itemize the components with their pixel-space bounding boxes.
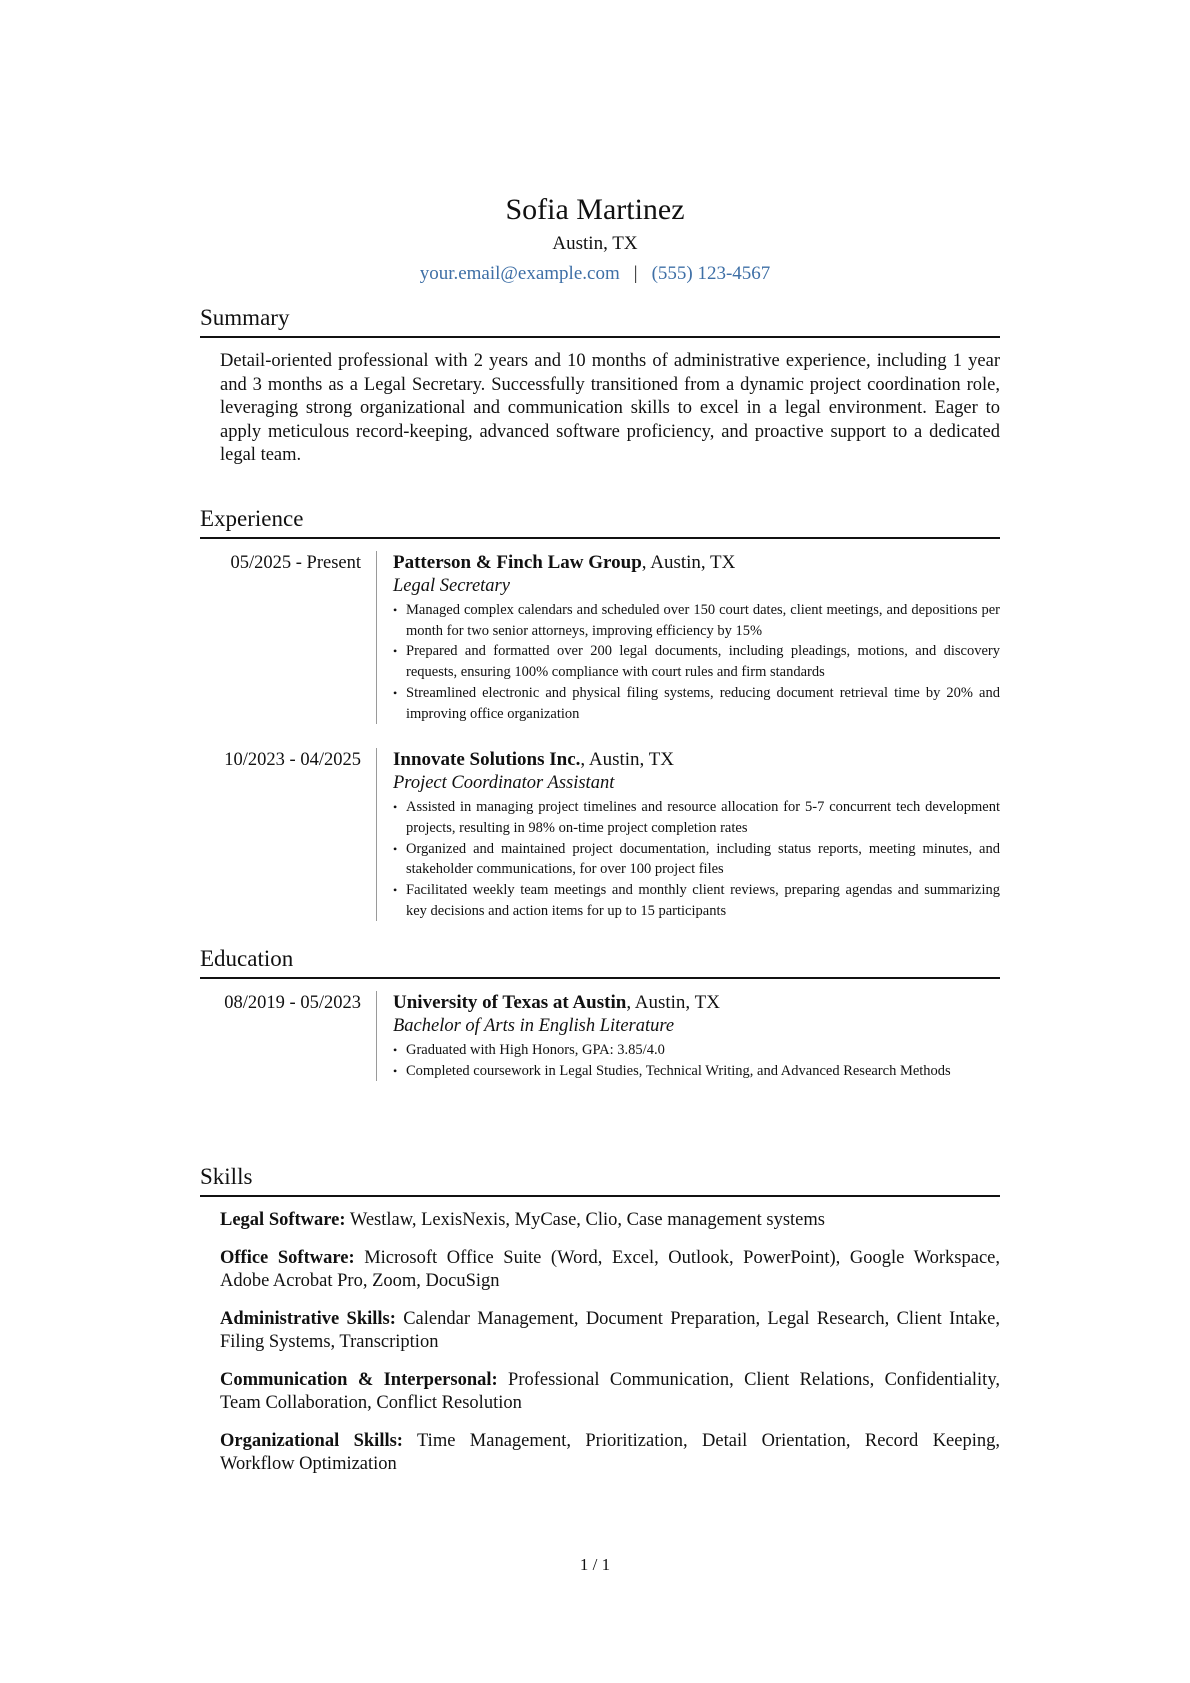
education-entry	[200, 991, 1000, 1081]
entry-role: Legal Secretary	[393, 576, 510, 596]
skill-row	[220, 1430, 1000, 1477]
bullet-item: • Facilitated weekly team meetings and monthly client reviews, preparing agendas and summarizing key decisions and action items for up to 15 participants	[393, 880, 1000, 921]
entry-dates: 05/2025 - Present	[230, 553, 361, 573]
skill-row	[220, 1209, 1000, 1233]
page-indicator: 1 / 1	[579, 1555, 611, 1574]
section-title-summary: Summary	[200, 304, 1000, 338]
section-title-experience: Experience	[200, 505, 1000, 539]
skill-value: Westlaw, LexisNexis, MyCase, Clio, Case management systems	[345, 1210, 825, 1230]
resume-header	[0, 192, 1190, 286]
experience-section	[200, 505, 1000, 921]
skill-value: Professional Communication, Client Relations, Confidentiality, Team Collaboration, Conflict Resolution	[220, 1369, 1000, 1413]
bullet-item: • Managed complex calendars and scheduled over 150 court dates, client meetings, and depositions per month for two senior attorneys, improving efficiency by 15%	[393, 600, 1000, 641]
bullet-item: • Completed coursework in Legal Studies, Technical Writing, and Advanced Research Methods	[393, 1061, 1000, 1082]
entry-heading	[393, 748, 1000, 772]
entry-organization: Patterson & Finch Law Group	[393, 552, 642, 573]
entry-location: , Austin, TX	[580, 749, 675, 771]
bullet-item: • Graduated with High Honors, GPA: 3.85/4.0	[393, 1040, 1000, 1061]
skill-row	[220, 1369, 1000, 1416]
entry-location: , Austin, TX	[641, 552, 736, 573]
skill-value: Microsoft Office Suite (Word, Excel, Outlook, PowerPoint), Google Workspace, Adobe Acrobat Pro, Zoom, DocuSign	[220, 1247, 1000, 1291]
entry-role: Bachelor of Arts in English Literature	[393, 1016, 675, 1036]
entry-bullets	[393, 797, 1000, 921]
skill-label: Communication & Interpersonal:	[220, 1369, 498, 1390]
entry-dates: 08/2019 - 05/2023	[224, 993, 361, 1013]
entry-bullets	[393, 1040, 1000, 1081]
entry-heading	[393, 551, 1000, 575]
skill-label: Office Software:	[220, 1247, 355, 1268]
entry-heading	[393, 991, 1000, 1015]
skill-label: Organizational Skills:	[220, 1430, 403, 1451]
email-link[interactable]: your.email@example.com	[419, 263, 620, 284]
summary-text: Detail-oriented professional with 2 years and 10 months of administrative experience, including 1 year and 3 months as a Legal Secretary. Successfully transitioned from a dynamic project coordination role, leveraging strong organizational and communication skills to excel in a legal environment. Eager to apply meticulous record-keeping, advanced software proficiency, and proactive support to a dedicated legal team.	[220, 351, 1000, 465]
candidate-name: Sofia Martinez	[505, 193, 685, 226]
entry-dates: 10/2023 - 04/2025	[224, 750, 361, 771]
candidate-location: Austin, TX	[552, 233, 638, 254]
section-title-education: Education	[200, 945, 1000, 979]
skill-row	[220, 1247, 1000, 1294]
phone-link[interactable]: (555) 123-4567	[651, 263, 771, 284]
skill-label: Administrative Skills:	[220, 1308, 396, 1329]
skill-value: Time Management, Prioritization, Detail Orientation, Record Keeping, Workflow Optimization	[220, 1430, 1000, 1474]
bullet-item: • Organized and maintained project documentation, including status reports, meeting minutes, and stakeholder communications, for over 100 project files	[393, 839, 1000, 880]
bullet-item: • Assisted in managing project timelines and resource allocation for 5-7 concurrent tech development projects, resulting in 98% on-time project completion rates	[393, 797, 1000, 838]
entry-organization: Innovate Solutions Inc.	[393, 749, 581, 771]
entry-bullets	[393, 600, 1000, 724]
bullet-item: • Prepared and formatted over 200 legal documents, including pleadings, motions, and discovery requests, ensuring 100% compliance with court rules and firm standards	[393, 641, 1000, 682]
skills-list	[220, 1209, 1000, 1477]
skill-row	[220, 1308, 1000, 1355]
skills-section	[200, 1163, 1000, 1491]
summary-section	[200, 304, 1000, 468]
entry-organization: University of Texas at Austin	[393, 992, 627, 1013]
entry-location: , Austin, TX	[626, 992, 720, 1013]
entry-body	[376, 748, 1000, 921]
entry-role: Project Coordinator Assistant	[393, 773, 615, 794]
bullet-item: • Streamlined electronic and physical filing systems, reducing document retrieval time by 20% and improving office organization	[393, 683, 1000, 724]
skill-value: Calendar Management, Document Preparation, Legal Research, Client Intake, Filing Systems, Transcription	[220, 1308, 1000, 1352]
experience-entry	[200, 748, 1000, 921]
section-title-skills: Skills	[200, 1163, 1000, 1197]
entry-body	[376, 551, 1000, 724]
education-section	[200, 945, 1000, 1081]
skill-label: Legal Software:	[220, 1210, 346, 1230]
experience-entry	[200, 551, 1000, 724]
contact-separator: |	[633, 263, 638, 284]
contact-line	[0, 262, 1190, 286]
entry-body	[376, 991, 1000, 1081]
